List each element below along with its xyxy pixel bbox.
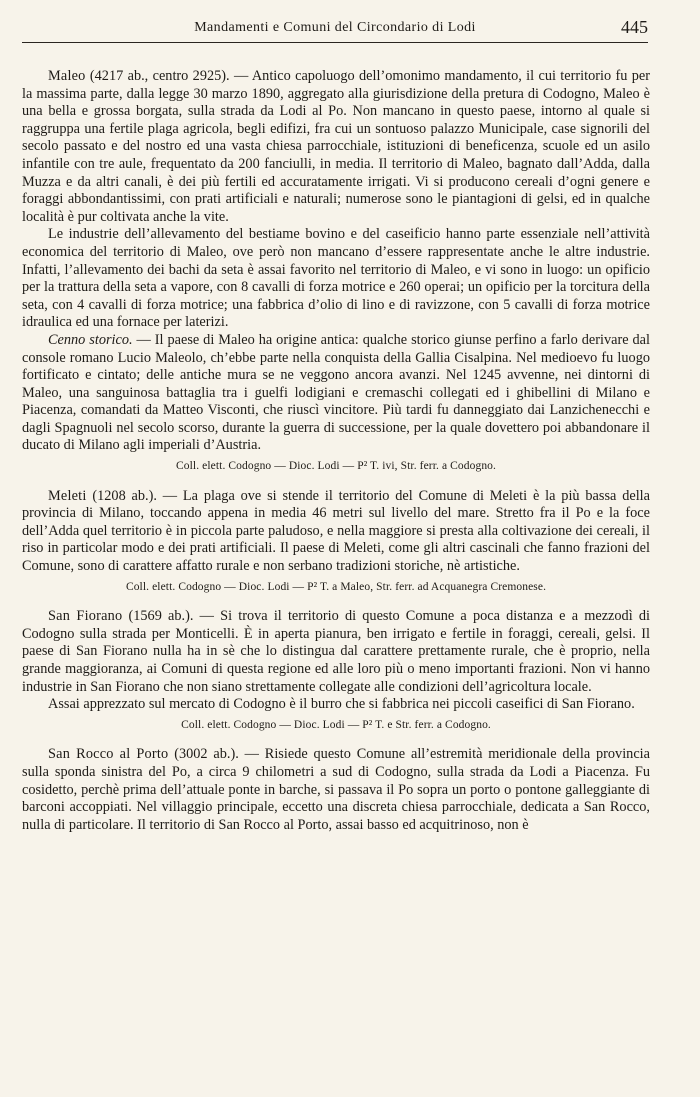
entry-san-fiorano: [22, 608, 650, 734]
page-body: [22, 68, 650, 834]
page-number: 445: [621, 17, 648, 37]
entry-paragraph: [22, 332, 650, 455]
entry-paragraph: [22, 608, 650, 696]
entry-text: (1569 ab.). — Si trova il territorio di questo Comune a poca distanza e a mezzodì di Codogno sulla strada per Monticelli. È in aperta pianura, ben irrigato e fertile in foraggi, cereali, gelsi. Il paese di San Fiorano nulla ha in sè che lo distingua dal carattere prettamente rurale, che è proprio, nella grande maggioranza, ai Comuni di questa regione ed alle loro più o meno importanti frazioni. Non vi hanno industrie in San Fiorano che non siano strettamente collegate alle condizioni dell’agricoltura locale.: [22, 608, 650, 695]
entry-name: San Fiorano: [48, 608, 123, 625]
entry-maleo: [22, 68, 650, 476]
entry-text: (4217 ab., centro 2925). — Antico capoluogo dell’omonimo mandamento, il cui territorio fu per la massima parte, dalla legge 30 marzo 1890, aggregato alla giurisdizione della pretura di Codogno, Maleo è una bella e grossa borgata, sulla strada da Lodi al Po. Non mancano in questo paese, intorno al quale si raggruppa una fertile plaga agricola, begli edifizi, fra cui un sontuoso palazzo Municipale, case signorili del secolo passato e del nostro ed una vasta chiesa parrocchiale, istituzioni di beneficenza, scuole ed un asilo infantile con tre aule, frequentato da 200 fanciulli, in media. Il territorio di Maleo, bagnato dall’Adda, dalla Muzza e da altri canali, è dei più fertili ed accuratamente irrigati. Vi si producono cereali d’ogni genere e foraggi abbondantissimi, con prati artificiali e naturali; numerose sono le piantagioni di gelsi, ed in qualche località è pur coltivata anche la vite.: [22, 68, 650, 225]
entry-paragraph: [22, 746, 650, 834]
entry-paragraph: Le industrie dell’allevamento del bestiame bovino e del caseificio hanno parte essenziale nell’attività economica del territorio di Maleo, ove però non mancano d’essere rappresentate anche le altre industrie. Infatti, l’allevamento dei bachi da seta è assai favorito nel territorio di Maleo, e vi sono in luogo: un opificio per la trattura della seta a vapore, con 8 cavalli di forza motrice e 260 operai; un opificio per la torcitura della seta, con 4 cavalli di forza motrice; una fabbrica d’olio di lino e di ravizzone, con 5 cavalli di forza motrice idraulica ed una fornace per laterizi.: [22, 226, 650, 331]
running-header: [22, 18, 648, 43]
entry-meleti: [22, 488, 650, 597]
entry-footnote: Coll. elett. Codogno — Dioc. Lodi — P² T. ivi, Str. ferr. a Codogno.: [176, 460, 496, 473]
header-title: Mandamenti e Comuni del Circondario di Lodi: [194, 20, 476, 35]
entry-name: San Rocco al Porto: [48, 746, 169, 763]
entry-name: Maleo: [48, 68, 86, 84]
entry-paragraph: [22, 488, 650, 576]
entry-paragraph: [22, 68, 650, 226]
entry-footnote: Coll. elett. Codogno — Dioc. Lodi — P² T. e Str. ferr. a Codogno.: [181, 718, 491, 731]
entry-text: — Il paese di Maleo ha origine antica: qualche storico giunse perfino a farlo derivare dal console romano Lucio Maleolo, ch’ebbe parte nella conquista della Gallia Cisalpina. Nel medioevo fu luogo fortificato e cintato; delle antiche mura se ne veggono ancora avanzi. Nel 1245 avvenne, nei dintorni di Maleo, una sanguinosa battaglia tra i guelfi lodigiani e cremaschi collegati ed i ghibellini di Milano e Piacenza, comandati da Matteo Visconti, che riuscì vincitore. Più tardi fu danneggiato dai Lanzichenecchi e dagli Spagnuoli nel secolo scorso, durante la guerra di successione, per la quale dovettero poi abbandonare il ducato di Milano agli imperiali d’Austria.: [22, 331, 650, 454]
entry-text: (1208 ab.). — La plaga ove si stende il territorio del Comune di Meleti è la più bassa della provincia di Milano, toccando appena in media 46 metri sul livello del mare. Stretto fra il Po e la foce dell’Adda quel territorio è in piccola parte paludoso, e nella maggiore si presta alla coltivazione dei cereali, il riso in particolar modo e dei prati artificiali. Il paese di Meleti, come gli altri cascinali che fanno frazioni del Comune, sono di carattere affatto rurale e non serbano tradizioni storiche, nè artistiche.: [22, 487, 650, 575]
entry-name: Meleti: [48, 487, 87, 504]
entry-san-rocco-al-porto: [22, 746, 650, 834]
entry-paragraph: Assai apprezzato sul mercato di Codogno è il burro che si fabbrica nei piccoli caseifici di San Fiorano.: [48, 696, 635, 713]
entry-footnote: Coll. elett. Codogno — Dioc. Lodi — P² T. a Maleo, Str. ferr. ad Acquanegra Cremonese.: [125, 580, 547, 593]
cenno-storico-label: Cenno storico.: [48, 331, 133, 348]
entry-text: (3002 ab.). — Risiede questo Comune all’estremità meridionale della provincia sulla sponda sinistra del Po, a circa 9 chilometri a sud di Codogno, sulla strada da Lodi a Piacenza. Fu cosidetto, perchè prima dell’attuale ponte in barche, si passava il Po sopra un porto o pontone galleggiante di barconi accoppiati. Nel villaggio principale, eccetto una discreta chiesa parrocchiale, dedicata a San Rocco, nulla di particolare. Il territorio di San Rocco al Porto, assai basso ed acquitrinoso, non è: [22, 746, 650, 833]
